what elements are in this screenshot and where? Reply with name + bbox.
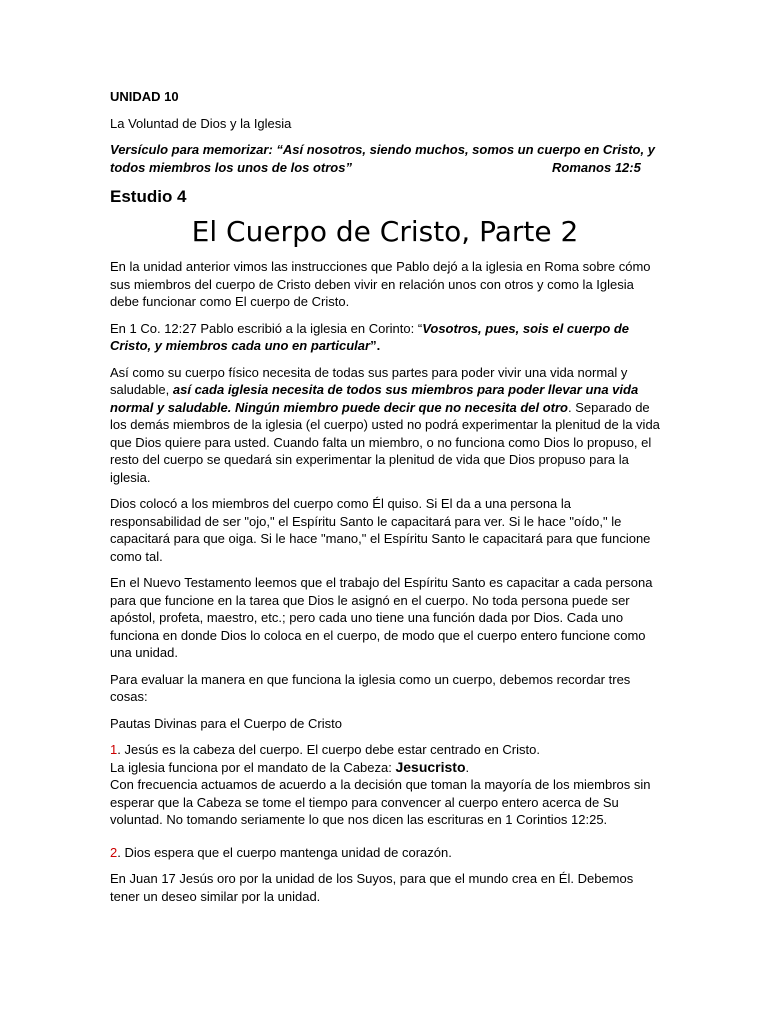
- memory-verse-reference: Romanos 12:5: [551, 159, 641, 175]
- paragraph-members: Dios colocó a los miembros del cuerpo como Él quiso. Si El da a una persona la responsabilidad de ser "ojo," el Espíritu Santo le capacitará para ver. Si le hace "oído," le capacitará para que oiga. Si le hace "mano," el Espíritu Santo le capacitará para que funcione como tal.: [110, 496, 651, 564]
- paragraph-new-testament: En el Nuevo Testamento leemos que el trabajo del Espíritu Santo es capacitar a cada persona para que funcione en la tarea que Dios le asignó en el cuerpo. No toda persona puede ser apóstol, profeta, maestro, etc.; pero cada uno tiene una función dada por Dios. Cada uno funciona en donde Dios lo coloca en el cuerpo, de modo que el cuerpo entero funcione como una unidad.: [110, 575, 653, 660]
- point-one-dot: .: [465, 759, 470, 775]
- paragraph-john-17: En Juan 17 Jesús oro por la unidad de los Suyos, para que el mundo crea en Él. Debemos tener un deseo similar por la unidad.: [110, 871, 634, 904]
- memory-verse: [110, 141, 660, 176]
- body-parts-intro: Así como su cuerpo físico necesita de todas sus partes para poder vivir una vida normal y saludable,: [110, 364, 628, 397]
- point-one-number: 1: [110, 742, 118, 757]
- memory-verse-text: Versículo para memorizar: “Así nosotros, siendo muchos, somos un cuerpo en Cristo, y todos miembros los unos de los otros”: [110, 142, 655, 175]
- paragraph-evaluate: Para evaluar la manera en que funciona la iglesia como un cuerpo, debemos recordar tres cosas:: [110, 671, 631, 704]
- point-one-line2: La iglesia funciona por el mandato de la Cabeza:: [110, 759, 396, 775]
- point-one-line3: Con frecuencia actuamos de acuerdo a la decisión que toman la mayoría de los miembros sin esperar que la Cabeza se tome el tiempo para convencer al cuerpo entero acerca de Su voluntad. No tomando seriamente lo que nos dicen las escrituras en 1 Corintios 12:25.: [110, 777, 651, 827]
- body-parts-emphasis: así cada iglesia necesita de todos sus miembros para poder llevar una vida normal y saludable. Ningún miembro puede decir que no necesita del otro: [110, 382, 639, 415]
- corinthians-quote-end: ”.: [370, 338, 381, 353]
- guidelines-heading: Pautas Divinas para el Cuerpo de Cristo: [110, 715, 342, 731]
- body-parts-rest: . Separado de los demás miembros de la iglesia (el cuerpo) usted no podrá experimentar la plenitud de la vida que Dios quiere para usted. Cuando falta un miembro, o no funciona como Dios lo propuso, el resto del cuerpo se quedará sin experimentar la plenitud de vida que Dios propuso para la iglesia.: [110, 399, 660, 485]
- corinthians-intro: En 1 Co. 12:27 Pablo escribió a la iglesia en Corinto: “: [110, 320, 423, 336]
- point-two-text: . Dios espera que el cuerpo mantenga unidad de corazón.: [117, 844, 452, 860]
- paragraph-intro: En la unidad anterior vimos las instrucciones que Pablo dejó a la iglesia en Roma sobre cómo sus miembros del cuerpo de Cristo deben vivir en relación unos con otros y como la Iglesia debe funcionar como El cuerpo de Cristo.: [110, 259, 651, 309]
- document-title: El Cuerpo de Cristo, Parte 2: [191, 215, 579, 248]
- point-one-name: Jesucristo: [395, 758, 466, 775]
- unit-label: UNIDAD 10: [110, 89, 179, 104]
- point-one: [110, 741, 660, 829]
- point-two-number: 2: [110, 844, 118, 860]
- document-body: [110, 88, 660, 914]
- paragraph-body-parts: [110, 364, 660, 487]
- corinthians-quote: Vosotros, pues, sois el cuerpo de Cristo, y miembros cada uno en particular: [110, 320, 630, 353]
- study-label: Estudio 4: [110, 187, 187, 206]
- paragraph-corinthians: [110, 320, 660, 355]
- point-two: [110, 844, 660, 862]
- unit-subtitle: La Voluntad de Dios y la Iglesia: [110, 115, 292, 131]
- point-one-text: . Jesús es la cabeza del cuerpo. El cuerpo debe estar centrado en Cristo.: [117, 742, 540, 757]
